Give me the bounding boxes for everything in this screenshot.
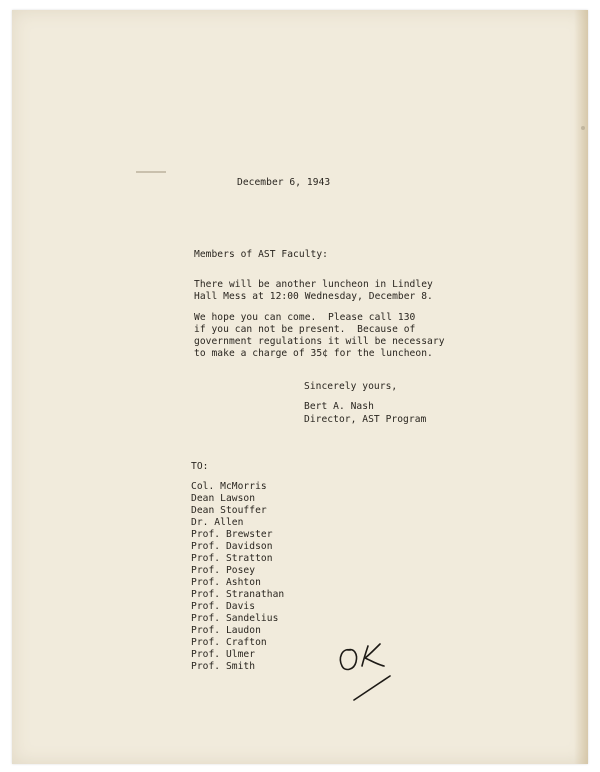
paragraph-2-line-2: if you can not be present. Because of bbox=[194, 324, 416, 335]
paragraph-1-line-2: Hall Mess at 12:00 Wednesday, December 8. bbox=[194, 291, 433, 302]
paper-edge bbox=[574, 10, 588, 764]
recipient: Prof. Davis bbox=[191, 601, 256, 612]
letter-date: December 6, 1943 bbox=[237, 177, 331, 188]
closing: Sincerely yours, bbox=[304, 381, 398, 392]
recipient: Prof. Sandelius bbox=[191, 613, 279, 624]
recipient: Dean Stouffer bbox=[191, 505, 267, 516]
recipient: Prof. Ashton bbox=[191, 577, 261, 588]
paragraph-2-line-1: We hope you can come. Please call 130 bbox=[194, 312, 416, 323]
recipient: Prof. Stratton bbox=[191, 553, 273, 564]
paper-mark bbox=[136, 171, 166, 173]
distribution-heading: TO: bbox=[191, 461, 209, 472]
letter-sheet bbox=[12, 10, 588, 764]
recipient: Prof. Laudon bbox=[191, 625, 261, 636]
recipient: Prof. Davidson bbox=[191, 541, 273, 552]
recipient: Col. McMorris bbox=[191, 481, 267, 492]
paragraph-1-line-1: There will be another luncheon in Lindley bbox=[194, 279, 433, 290]
recipient: Prof. Smith bbox=[191, 661, 256, 672]
paragraph-2-line-3: government regulations it will be necessary bbox=[194, 336, 445, 347]
recipient: Prof. Posey bbox=[191, 565, 256, 576]
recipient: Dr. Allen bbox=[191, 517, 244, 528]
recipient: Prof. Brewster bbox=[191, 529, 273, 540]
recipient: Prof. Crafton bbox=[191, 637, 267, 648]
paper-mark bbox=[581, 126, 585, 130]
paragraph-2-line-4: to make a charge of 35¢ for the luncheon. bbox=[194, 348, 433, 359]
salutation: Members of AST Faculty: bbox=[194, 249, 328, 260]
recipient: Prof. Ulmer bbox=[191, 649, 256, 660]
recipient: Prof. Stranathan bbox=[191, 589, 285, 600]
signatory-title: Director, AST Program bbox=[304, 414, 427, 425]
signatory-name: Bert A. Nash bbox=[304, 401, 374, 412]
handwritten-ok-mark bbox=[330, 636, 410, 706]
recipient: Dean Lawson bbox=[191, 493, 256, 504]
